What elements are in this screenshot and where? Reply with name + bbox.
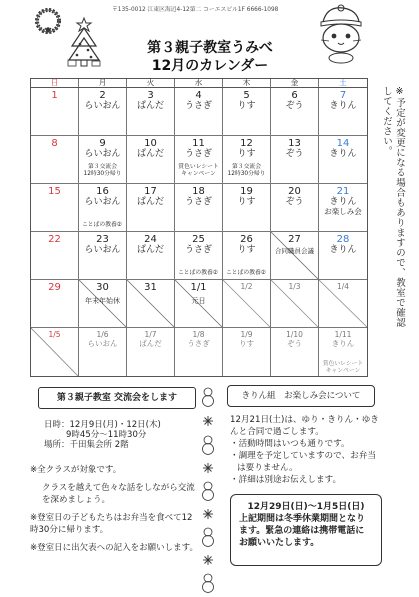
event-note: お楽しみ会 — [324, 207, 362, 216]
day-cell — [175, 88, 223, 136]
day-cell — [319, 88, 367, 136]
kirin-intro: 12月21日(土)は、ゆり・きりん・ゆきんと合同で過ごします。 — [230, 415, 379, 437]
class-name: らいおん — [87, 339, 118, 348]
kirin-bullet: ・詳細は別途お伝えします。 — [230, 475, 342, 485]
day-cell — [319, 136, 367, 184]
calendar — [30, 78, 368, 377]
day-number: 12 — [240, 138, 253, 149]
day-cell — [175, 328, 223, 376]
calendar-subtitle: 12月のカレンダー — [151, 58, 269, 74]
event-note: ことばの教養② — [178, 270, 218, 276]
day-cell — [31, 328, 79, 376]
day-cell — [319, 184, 367, 232]
day-cell — [79, 328, 127, 376]
day-number: 14 — [336, 138, 350, 149]
event-note: 12時30分帰り — [83, 171, 122, 177]
event-note: ことばの教養② — [82, 222, 122, 228]
class-name: うさぎ — [184, 101, 212, 111]
christmas-tree-icon — [66, 16, 102, 68]
day-cell — [223, 232, 271, 280]
class-name: らいおん — [84, 245, 121, 255]
day-cell — [319, 280, 367, 328]
day-number: 4 — [195, 90, 202, 101]
kirin-details — [230, 414, 380, 486]
weekday-header — [31, 79, 367, 88]
class-name: ぞう — [285, 101, 304, 111]
day-number: 5 — [243, 90, 250, 101]
day-cell — [223, 136, 271, 184]
day-number: 11 — [192, 138, 205, 149]
class-name: きりん — [329, 149, 357, 159]
day-number: 15 — [48, 186, 61, 197]
class-name: りす — [237, 197, 256, 207]
class-name: ぱんだ — [139, 339, 162, 348]
exchange-note: ※登室日の子どもたちはお弁当を食べて12時30分に帰ります。 — [30, 513, 193, 535]
day-cell — [271, 184, 319, 232]
event-note: 元日 — [191, 297, 206, 305]
class-name: うさぎ — [187, 339, 210, 348]
holiday-dates: 12月29日(日)〜1月5日(日) — [247, 502, 365, 512]
day-cell — [271, 328, 319, 376]
day-number: 1/9 — [240, 330, 253, 339]
day-number: 1/4 — [336, 282, 350, 291]
day-number: 21 — [336, 186, 350, 197]
day-number: 13 — [288, 138, 301, 149]
address-text: 〒135-0012 江東区海辺4-12第二 コーエスビル1F 6666-1098 — [112, 7, 279, 13]
closed-day-slash — [223, 280, 270, 327]
class-name: りす — [239, 339, 254, 348]
class-name: りす — [237, 245, 256, 255]
day-number: 23 — [96, 234, 109, 245]
day-cell — [31, 88, 79, 136]
day-number: 1/5 — [48, 330, 61, 339]
day-number: 17 — [144, 186, 157, 197]
day-cell — [223, 184, 271, 232]
event-note: キャンペーン — [325, 368, 361, 374]
snowman-decoration-icon — [199, 386, 217, 596]
day-cell — [271, 232, 319, 280]
day-number: 1/2 — [240, 282, 253, 291]
class-name: きりん — [329, 245, 357, 255]
exchange-heading-box: 第３親子教室 交流会をします — [38, 387, 196, 409]
day-number: 20 — [288, 186, 301, 197]
event-note: 第３交流会 — [232, 164, 261, 170]
event-note: 12時30分帰り — [227, 171, 266, 177]
weekday-wed: 水 — [175, 79, 223, 87]
closed-day-slash — [271, 280, 318, 327]
closed-day-slash — [271, 232, 318, 279]
exchange-details — [44, 420, 194, 450]
class-name: らいおん — [84, 197, 121, 207]
class-name: きりん — [331, 339, 355, 348]
event-note: 合同職員会議 — [275, 247, 314, 255]
weekday-mon: 月 — [79, 79, 127, 87]
day-cell — [31, 136, 79, 184]
class-name: きりん — [329, 197, 357, 207]
class-name: うさぎ — [184, 149, 212, 159]
day-cell — [175, 232, 223, 280]
closed-day-slash — [319, 280, 367, 327]
day-number: 1/1 — [190, 282, 207, 293]
exchange-note: クラスを越えて色々な話をしながら交流を深めましょう。 — [42, 483, 195, 505]
day-number: 30 — [96, 282, 109, 293]
event-note: 賞色いレシート — [178, 164, 219, 170]
day-number: 8 — [51, 138, 58, 149]
day-number: 18 — [192, 186, 205, 197]
day-cell — [127, 232, 175, 280]
weekday-thu: 木 — [223, 79, 271, 87]
day-cell — [223, 280, 271, 328]
calendar-grid — [31, 88, 367, 376]
class-name: りす — [237, 149, 256, 159]
holiday-text: 上記期間は冬季休業期間となります。緊急の連絡は携帯電話にお願いいたします。 — [239, 514, 366, 548]
class-name: うさぎ — [184, 197, 212, 207]
day-cell — [127, 184, 175, 232]
day-cell — [31, 184, 79, 232]
exchange-date: 日時：12月9日(月)・12日(木) — [44, 420, 161, 430]
day-cell — [175, 280, 223, 328]
weekday-sat: 土 — [339, 78, 347, 87]
class-name: りす — [237, 101, 256, 111]
kirin-bullet: ・活動時間はいつも通りです。 — [230, 439, 350, 449]
day-cell — [79, 88, 127, 136]
exchange-notes — [30, 464, 200, 560]
class-name: ぱんだ — [136, 245, 164, 255]
class-name: ぱんだ — [136, 101, 164, 111]
day-cell — [31, 280, 79, 328]
day-cell — [319, 328, 367, 376]
exchange-time: 9時45分〜11時30分 — [66, 430, 147, 440]
day-number: 29 — [48, 282, 61, 293]
day-cell — [319, 232, 367, 280]
class-name: ぞう — [285, 149, 304, 159]
class-name: らいおん — [84, 101, 121, 111]
page-title: 第３親子教室うみべ — [147, 40, 273, 56]
class-name: ぞう — [285, 197, 304, 207]
day-number: 9 — [99, 138, 106, 149]
closed-day-slash — [31, 328, 78, 376]
event-note: キャンペーン — [181, 171, 216, 177]
day-number: 16 — [96, 186, 109, 197]
day-cell — [127, 88, 175, 136]
closed-day-slash — [127, 280, 174, 327]
weekday-sun: 日 — [31, 79, 79, 87]
day-cell — [79, 136, 127, 184]
day-number: 3 — [147, 90, 154, 101]
day-number: 1 — [51, 90, 58, 101]
exchange-place: 場所：千田集会所 2階 — [44, 440, 129, 450]
day-number: 22 — [48, 234, 61, 245]
day-number: 1/11 — [334, 330, 352, 339]
day-number: 25 — [192, 234, 205, 245]
weekday-fri: 金 — [271, 79, 319, 87]
day-number: 1/8 — [192, 330, 205, 339]
event-note: ことばの教養② — [226, 270, 266, 276]
day-number: 2 — [99, 90, 106, 101]
kirin-bullet: ・調理を予定していますので、お弁当は要りません。 — [230, 451, 376, 473]
day-number: 1/10 — [286, 330, 303, 339]
day-cell — [79, 232, 127, 280]
day-cell — [271, 280, 319, 328]
day-number: 31 — [144, 282, 157, 293]
day-cell — [79, 184, 127, 232]
side-note: ※予定が変更になる場合もありますので、教室で確認してください。 — [381, 86, 405, 328]
kirin-heading-box: きりん組 お楽しみ会について — [227, 385, 375, 407]
class-name: ぱんだ — [136, 197, 164, 207]
class-name: ぱんだ — [136, 149, 164, 159]
exchange-note: ※全クラスが対象です。 — [30, 465, 122, 475]
cat-santa-icon — [313, 2, 367, 64]
day-cell — [127, 328, 175, 376]
day-cell — [271, 136, 319, 184]
holiday-notice-box — [230, 494, 382, 566]
day-cell — [175, 184, 223, 232]
event-note: 年末年始休 — [85, 297, 120, 305]
class-name: ぞう — [287, 339, 302, 348]
day-number: 27 — [288, 234, 301, 245]
exchange-note: ※登室日に出欠表への記入をお願いします。 — [30, 543, 198, 553]
day-number: 26 — [240, 234, 253, 245]
day-cell — [175, 136, 223, 184]
event-note: 賞色いレシート — [322, 361, 364, 367]
day-number: 24 — [144, 234, 157, 245]
day-cell — [271, 88, 319, 136]
day-cell — [127, 136, 175, 184]
class-name: らいおん — [84, 149, 121, 159]
weekday-tue: 火 — [127, 79, 175, 87]
wreath-icon — [33, 6, 63, 36]
day-number: 28 — [336, 234, 350, 245]
day-cell — [31, 232, 79, 280]
day-cell — [127, 280, 175, 328]
event-note: 第３交流会 — [88, 164, 117, 170]
day-cell — [79, 280, 127, 328]
day-cell — [223, 328, 271, 376]
day-number: 7 — [339, 90, 347, 101]
day-number: 1/3 — [288, 282, 301, 291]
day-number: 19 — [240, 186, 253, 197]
day-number: 1/6 — [96, 330, 109, 339]
day-number: 6 — [291, 90, 298, 101]
class-name: うさぎ — [184, 245, 212, 255]
class-name: きりん — [329, 101, 357, 111]
day-number: 10 — [144, 138, 157, 149]
day-cell — [223, 88, 271, 136]
day-number: 1/7 — [144, 330, 157, 339]
